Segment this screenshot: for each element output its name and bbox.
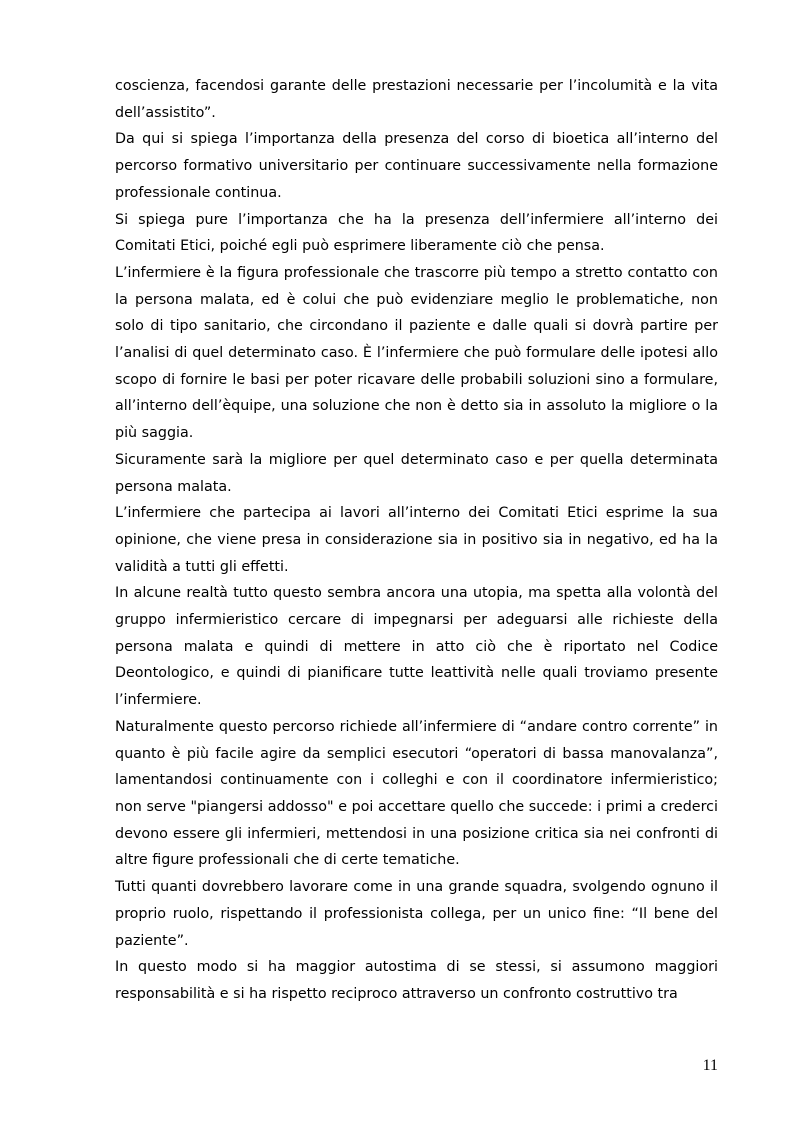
paragraph: Naturalmente questo percorso richiede all’infermiere di “andare contro corrente” in quanto è più facile agire da semplici esecutori “operatori di bassa manovalanza”, lamentandosi continuamente con i colleghi e con il coordinatore infermieristico; non serve "piangersi addosso" e poi accettare quello che succede: i primi a crederci devono essere gli infermieri, mettendosi in una posizione critica sia nei confronti di altre figure professionali che di certe tematiche. — [115, 718, 718, 869]
paragraph: coscienza, facendosi garante delle prestazioni necessarie per l’incolumità e la vita dell’assistito”. — [115, 78, 718, 121]
body-text — [115, 73, 718, 1008]
page-number: 11 — [702, 1057, 718, 1074]
paragraph: Sicuramente sarà la migliore per quel determinato caso e per quella determinata persona malata. — [115, 451, 718, 495]
paragraph: In alcune realtà tutto questo sembra ancora una utopia, ma spetta alla volontà del gruppo infermieristico cercare di impegnarsi per adeguarsi alle richieste della persona malata e quindi di mettere in atto ciò che è riportato nel Codice Deontologico, e quindi di pianificare tutte leattività nelle quali troviamo presente l’infermiere. — [115, 585, 718, 709]
paragraph: L’infermiere che partecipa ai lavori all’interno dei Comitati Etici esprime la sua opinione, che viene presa in considerazione sia in positivo sia in negativo, ed ha la validità a tutti gli effetti. — [115, 505, 718, 575]
paragraph: Tutti quanti dovrebbero lavorare come in una grande squadra, svolgendo ognuno il proprio ruolo, rispettando il professionista collega, per un unico fine: “Il bene del paziente”. — [115, 879, 718, 949]
paragraph: Si spiega pure l’importanza che ha la presenza dell’infermiere all’interno dei Comitati Etici, poiché egli può esprimere liberamente ciò che pensa. — [115, 211, 718, 255]
paragraph: In questo modo si ha maggior autostima di se stessi, si assumono maggiori responsabilità e si ha rispetto reciproco attraverso un confronto costruttivo tra — [115, 959, 718, 1002]
paragraph: Da qui si spiega l’importanza della presenza del corso di bioetica all’interno del percorso formativo universitario per continuare successivamente nella formazione professionale continua. — [115, 131, 718, 201]
paragraph: L’infermiere è la figura professionale che trascorre più tempo a stretto contatto con la persona malata, ed è colui che può evidenziare meglio le problematiche, non solo di tipo sanitario, che circondano il paziente e dalle quali si dovrà partire per l’analisi di quel determinato caso. È l’infermiere che può formulare delle ipotesi allo scopo di fornire le basi per poter ricavare delle probabili soluzioni sino a formulare, all’interno dell’èquipe, una soluzione che non è detto sia in assoluto la migliore o la più saggia. — [115, 264, 718, 442]
